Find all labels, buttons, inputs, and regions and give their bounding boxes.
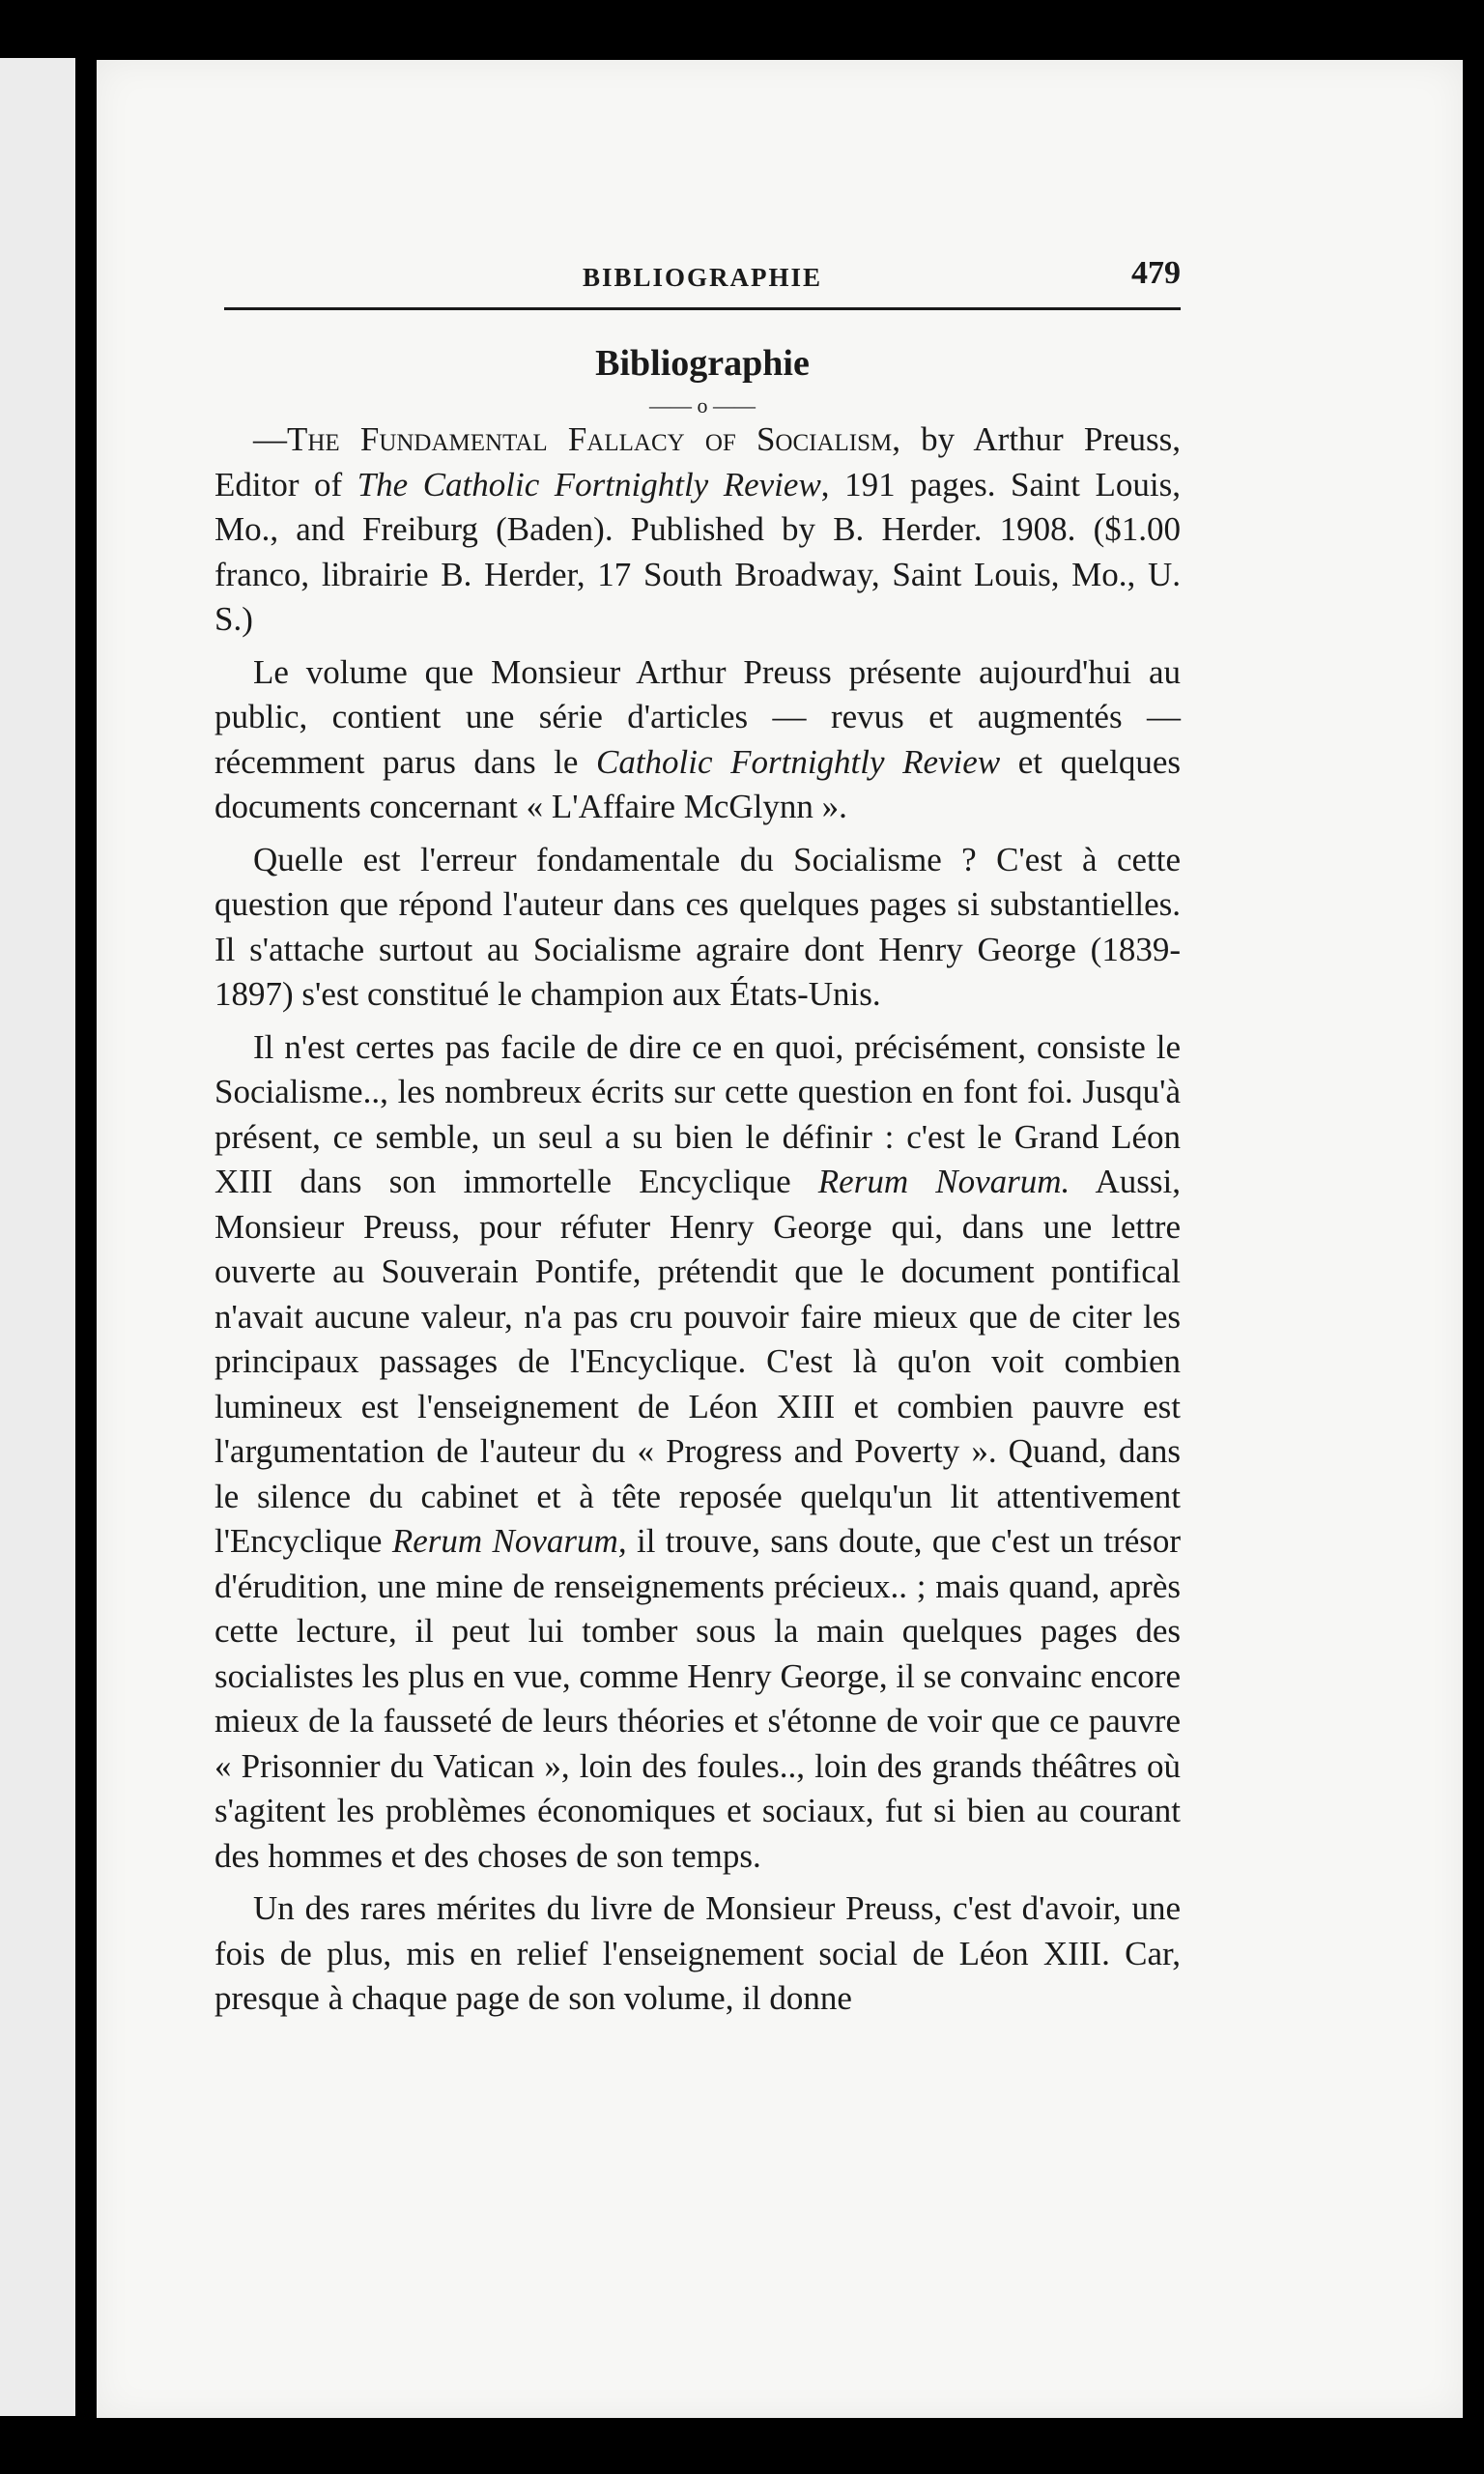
paragraph-3 bbox=[214, 1025, 1181, 1880]
paragraph-1 bbox=[214, 650, 1181, 830]
entry-author: , by Arthur Preuss, Editor of bbox=[214, 420, 1182, 503]
adjacent-page-edge bbox=[0, 58, 75, 2416]
encyclical-title-1: Rerum Novarum. bbox=[817, 1163, 1070, 1200]
paragraph-3-text-b: Aussi, Monsieur Preuss, pour réfuter Henry George qui, dans une lettre ouverte au Souverain Pontife, prétendit que le document pontifical n'avait aucune valeur, n'a pas cru pouvoir faire mieux que de citer les principaux passages de l'Encyclique. C'est là qu'on voit combien lumineux est l'enseignement de Léon XIII et combien pauvre est l'argumentation de l'auteur du « Progress and Poverty ». Quand, dans le silence du cabinet et à tête reposée quelqu'un lit attentivement l'Encyclique bbox=[214, 1163, 1181, 1560]
paragraph-4: Un des rares mérites du livre de Monsieur Preuss, c'est d'avoir, une fois de plus, mis en relief l'enseignement social de Léon XIII. Car, presque à chaque page de son volume, il donne bbox=[214, 1889, 1181, 2017]
title-ornament: —— o —— bbox=[649, 393, 756, 417]
running-title: BIBLIOGRAPHIE bbox=[582, 263, 823, 292]
entry-dash: — bbox=[253, 420, 287, 458]
book-title: The Fundamental Fallacy of Socialism bbox=[287, 420, 893, 458]
paragraph-3-text-c: il trouve, sans doute, que c'est un trésor d'érudition, une mine de renseignements précieux.. ; mais quand, après cette lecture, il peut lui tomber sous la main quelques pages des socialistes les plus en vue, comme Henry George, il se convainc encore mieux de la fausseté de leurs théories et s'étonne de voir que ce pauvre « Prisonnier du Vatican », loin des foules.., loin des grands théâtres où s'agitent les problèmes économiques et sociaux, fut si bien au courant des hommes et des choses de son temps. bbox=[214, 1522, 1182, 1875]
bibliographic-entry bbox=[214, 417, 1181, 643]
article-body bbox=[214, 417, 1181, 2029]
paragraph-2: Quelle est l'erreur fondamentale du Socialisme ? C'est à cette question que répond l'auteur dans ces quelques pages si substantielles. Il s'attache surtout au Socialisme agraire dont Henry George (1839-1897) s'est constitué le champion aux États-Unis. bbox=[214, 840, 1181, 1013]
running-head bbox=[224, 255, 1181, 313]
paragraph-1-text-b: et quelques documents concernant « L'Affaire McGlynn ». bbox=[214, 742, 1181, 825]
header-rule bbox=[224, 307, 1181, 310]
journal-title: The Catholic Fortnightly Review bbox=[357, 465, 821, 503]
paragraph-1-text-a: Le volume que Monsieur Arthur Preuss présente aujourd'hui au public, contient une série d'articles — revus et augmentés — récemment parus dans le bbox=[214, 652, 1181, 781]
encyclical-title-2: Rerum Novarum, bbox=[391, 1522, 627, 1560]
page-number: 479 bbox=[1131, 255, 1181, 291]
paragraph-1-journal: Catholic Fortnightly Review bbox=[595, 742, 1001, 781]
section-title: Bibliographie bbox=[595, 343, 810, 384]
entry-details: , 191 pages. Saint Louis, Mo., and Freiburg (Baden). Published by B. Herder. 1908. ($1.00 franco, librairie B. Herder, 17 South Broadway, Saint Louis, Mo., U. S.) bbox=[214, 465, 1181, 638]
paragraph-3-text-a: Il n'est certes pas facile de dire ce en quoi, précisément, consiste le Socialisme.., les nombreux écrits sur cette question en font foi. Jusqu'à présent, ce semble, un seul a su bien le définir : c'est le Grand Léon XIII dans son immortelle Encyclique bbox=[214, 1027, 1181, 1200]
